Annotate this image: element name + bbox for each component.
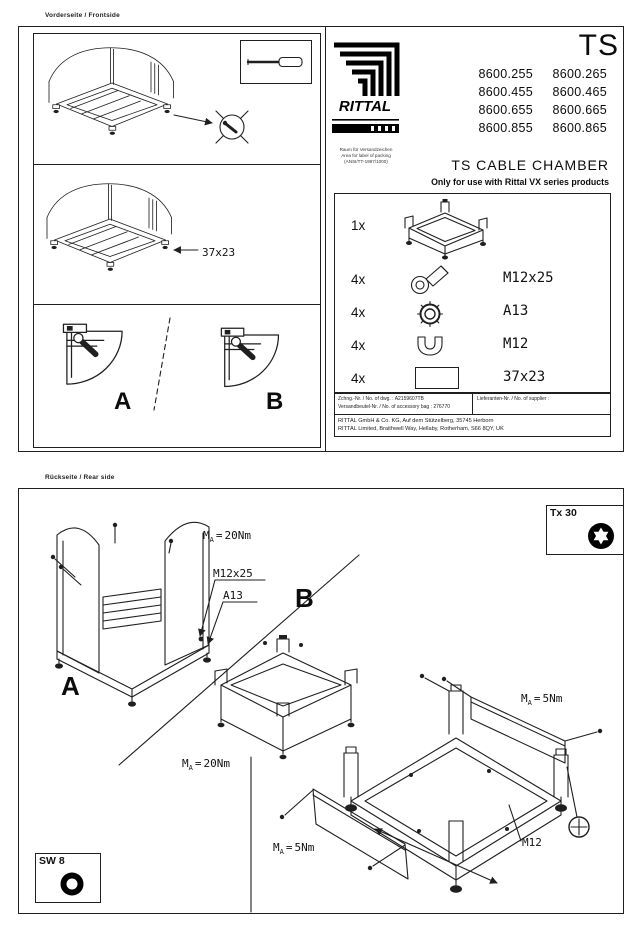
product-subtitle: Only for use with Rittal VX series products [431,177,609,187]
hex-tool-label: SW 8 [39,855,65,867]
model-number: 8600.665 [552,103,607,117]
model-number: 8600.455 [478,85,533,99]
cover-plate-dim-label: 37x23 [202,246,236,259]
rear-side-label: Rückseite / Rear side [45,474,115,481]
chamber-step-drawing [215,635,357,759]
nut-callout-label: M12 [522,836,542,849]
torque-label-rear-panel: $M_A = 5Nm$ [521,692,563,708]
rittal-logo-icon [331,41,401,141]
torx-tool-label: Tx 30 [550,507,577,519]
cable-chamber-icon [401,198,493,260]
logo-fineprint: Raum für Versandzeichen Area for label of packing (ANSI/TT-1997/1000) [339,147,393,164]
part-qty: 1x [351,218,366,233]
panel-divider [325,27,326,451]
part-label-screw: M12x25 [503,270,554,286]
crossed-out-icon [216,111,248,143]
part-label-washer: A13 [503,303,529,319]
part-label-cover-plate: 37x23 [503,369,546,385]
rittal-logo-text: RITTAL [338,98,392,115]
corner-detail-a-drawing [60,322,136,392]
screwdriver-icon [241,41,311,83]
step-b-label: B [295,583,314,613]
cover-plate-icon [415,367,459,389]
supplier-number: Lieferanten-Nr. / No. of supplier : [477,396,550,402]
clip-nut-icon [415,335,445,358]
part-qty: 4x [351,338,366,353]
part-qty: 4x [351,371,366,386]
corner-detail-b-drawing [216,326,292,392]
model-number: 8600.855 [478,121,533,135]
rear-panel [18,488,624,914]
manufacturer-address: RITTAL GmbH & Co. KG, Auf dem Stützelberg, 35745 Herborn RITTAL Limited, Braithwell Way, Hellaby, Rotherham, S66 8QY, UK [335,414,610,437]
screw-position-icon [569,817,589,837]
model-number: 8600.255 [478,67,533,81]
drawing-number: Zchng.-Nr. / No. of dwg. : A2159607TB Versandbeutel-Nr. / No. of accessory bag : 276770 [338,396,451,410]
series-title: TS [578,29,619,62]
front-drawings-box [33,33,321,448]
torque-label-step-a: $M_A = 20Nm$ [203,529,251,545]
step-a-label: A [61,671,80,701]
front-side-label: Vorderseite / Frontside [45,12,120,19]
model-number: 8600.265 [552,67,607,81]
detail-a-label: A [114,388,132,415]
rittal-logo [331,41,401,141]
row-divider [34,304,320,305]
hex-tool-box [35,853,101,903]
product-title: TS CABLE CHAMBER [451,157,609,173]
model-number-list [461,67,607,135]
model-number: 8600.865 [552,121,607,135]
part-qty: 4x [351,305,366,320]
title-block-divider [472,394,473,414]
detail-divider-line [146,314,180,418]
part-label-clip-nut: M12 [503,336,529,352]
washer-callout-label: A13 [223,589,243,602]
hex-socket-icon [36,854,100,902]
screwdriver-note-box [240,40,312,84]
title-block-top-row [335,394,610,414]
torque-label-step-b: $M_A = 20Nm$ [182,757,230,773]
torx-bit-icon [547,506,623,554]
detail-b-label: B [266,388,284,415]
torque-label-front-panel: $M_A = 5Nm$ [273,841,315,857]
model-number: 8600.465 [552,85,607,99]
front-step2-drawing [38,166,298,300]
part-qty: 4x [351,272,366,287]
parts-list-box [334,193,611,393]
torx-tool-box [546,505,624,555]
front-panel [18,26,624,452]
row-divider [34,164,320,165]
screw-callout-label: M12x25 [213,567,253,580]
model-number: 8600.655 [478,103,533,117]
washer-icon [415,299,445,329]
screw-icon [409,260,453,296]
title-block [334,393,611,437]
